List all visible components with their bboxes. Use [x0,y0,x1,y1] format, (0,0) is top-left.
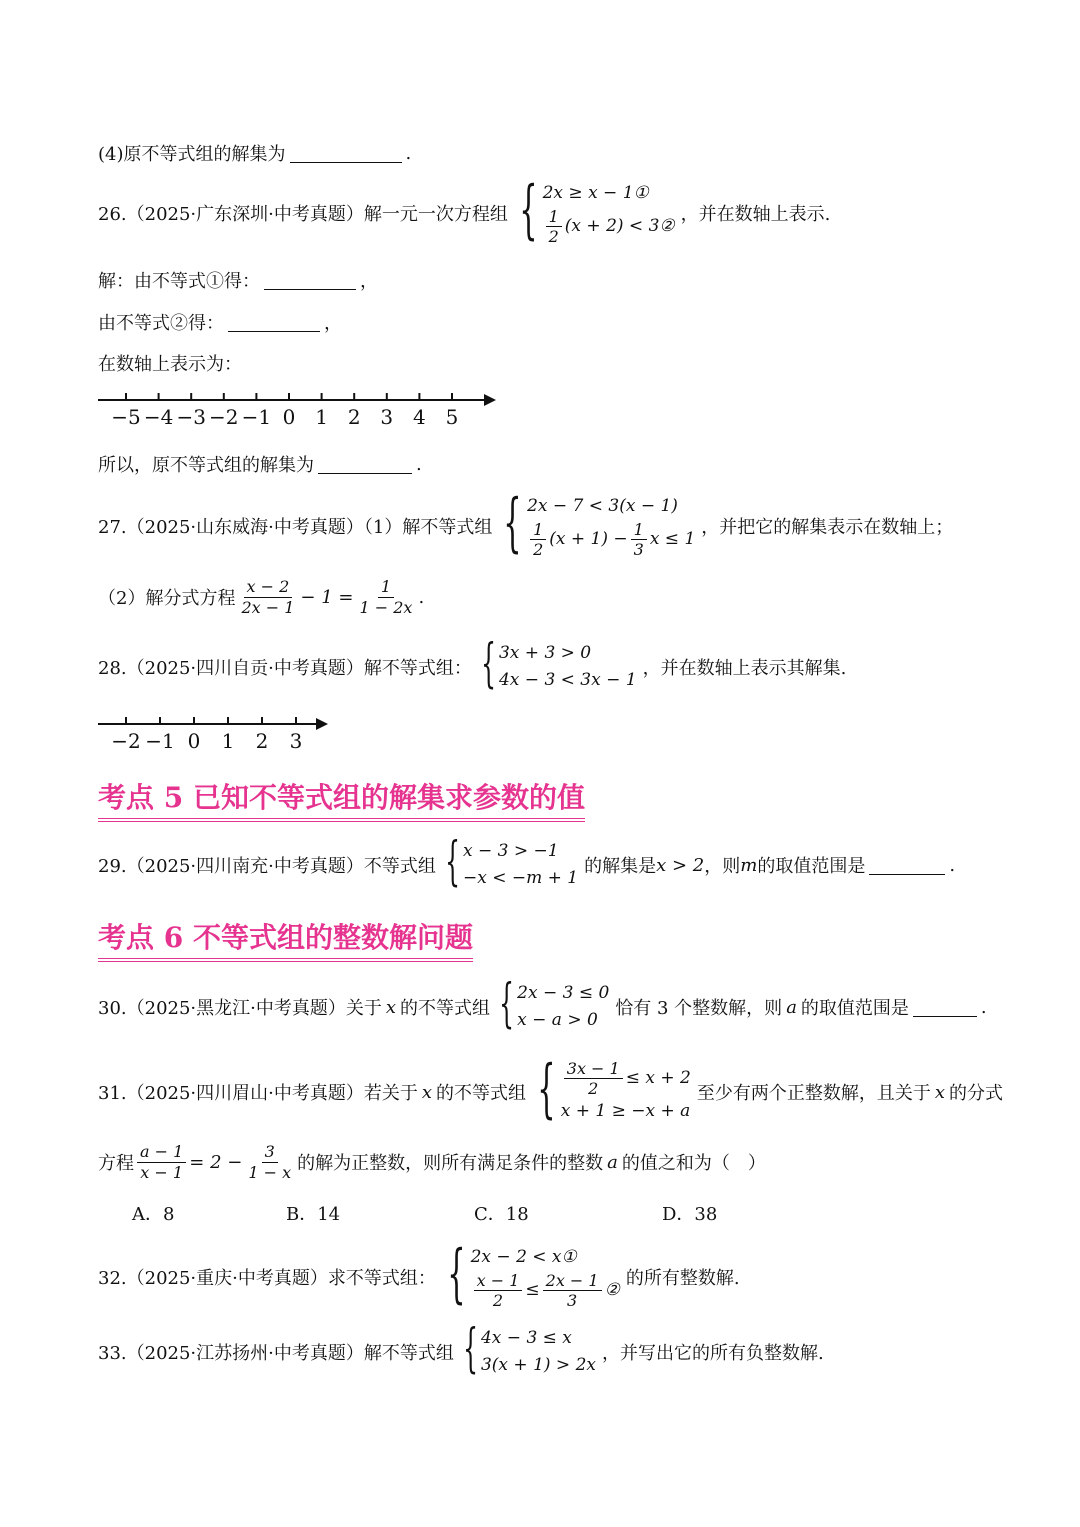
q31-var-x: x [421,1081,433,1103]
q31-line2 [98,1138,766,1186]
q27-third-num: 1 [631,520,647,540]
q31-mid2: = 2 − [189,1151,243,1173]
q33-system [460,1318,596,1381]
q26-eq2-num: 1 [546,207,562,227]
q26-step2-blank[interactable] [228,313,320,332]
q31-line2-var-a: a [607,1151,618,1173]
q26-tick-group [111,393,458,429]
q28-system [478,633,637,696]
q33-brace: { [462,1318,478,1379]
q29-statement [98,831,956,892]
q30-answer-blank[interactable] [913,998,977,1017]
q25-part4 [98,140,411,166]
q26-step3 [98,350,242,376]
q31-line2-prefix: 方程 [98,1153,134,1174]
q27-part2-mid: − 1 = [300,586,354,608]
q26-tick-label-6: 1 [315,405,328,429]
q27-half-den: 2 [533,540,544,560]
q26-suffix: ，并在数轴上表示. [680,204,831,225]
q26-eq2-den: 2 [548,227,559,247]
q26-step1-text: 解：由不等式①得： [98,271,260,292]
q26-step1 [98,267,378,293]
q29-eq1: x − 3 > −1 [462,840,559,861]
q31-eq1-num: 3x − 1 [564,1059,623,1079]
q27-part2 [98,574,424,620]
q31-choice-d[interactable]: D．38 [662,1204,718,1225]
q31-choice-c[interactable]: C．18 [474,1204,529,1225]
q28-tick-group [111,717,302,753]
q31-choice-a[interactable]: A．8 [132,1204,175,1225]
q32-eq2-den2: 3 [567,1291,578,1311]
q29-suffix-b: ，则 [704,856,741,877]
q26-step1-blank[interactable] [264,271,356,290]
q26-step3-text: 在数轴上表示为： [98,354,242,375]
q27-third-den: 3 [633,540,644,560]
q30-eq1: 2x − 3 ≤ 0 [517,982,610,1003]
q33-suffix: ，并写出它的所有负整数解. [601,1343,824,1364]
q26-step4-text: 所以，原不等式组的解集为 [98,455,314,476]
q28-prefix: 28.（2025·四川自贡·中考真题）解不等式组： [98,658,472,679]
q27-part2-end: . [418,586,425,608]
q30-suffix-a: 恰有 3 个整数解，则 [615,998,783,1019]
q32-prefix: 32.（2025·重庆·中考真题）求不等式组： [98,1268,436,1289]
q31-line2-suffix-b: 的值之和为（ ） [621,1153,766,1174]
q27-prefix: 27.（2025·山东威海·中考真题）（1）解不等式组 [98,517,493,538]
q29-suffix-a: 的解集是 [584,856,657,877]
q26-step4-blank[interactable] [318,455,412,474]
q27-eq1: 2x − 7 < 3(x − 1) [527,495,678,516]
q31-eq1-den: 2 [588,1078,599,1098]
q26-tick-label-4: −1 [241,405,272,429]
q30-mid: 的不等式组 [400,998,491,1019]
q31-prefix: 31.（2025·四川眉山·中考真题）若关于 [98,1083,418,1104]
q25-answer-blank[interactable] [290,144,402,163]
q30-statement [98,973,987,1034]
q26-tick-label-9: 4 [413,405,426,429]
q27-part2-frac1-num: x − 2 [244,577,293,597]
q26-brace: { [519,172,538,247]
q31-choice-b[interactable]: B．14 [286,1204,341,1225]
q28-tick-label-2: 0 [187,729,201,753]
q27-statement [98,485,954,564]
q28-tick-label-0: −2 [111,729,141,753]
q29-suffix-c: 的取值范围是 [757,856,866,877]
q27-suffix: ，并把它的解集表示在数轴上； [701,517,954,538]
q32-eq2-tag: ② [604,1280,620,1301]
q30-prefix: 30.（2025·黑龙江·中考真题）关于 [98,998,382,1019]
q31-system [532,1051,691,1128]
q32-eq1: 2x − 2 < x① [470,1246,577,1267]
q27-half-num: 1 [530,520,546,540]
q26-prefix: 26.（2025·广东深圳·中考真题）解一元一次方程组 [98,204,508,225]
q28-tick-label-3: 1 [221,729,235,753]
q29-brace: { [444,831,460,892]
q26-eq2 [543,207,675,246]
q29-condition: x > 2 [656,854,705,876]
q27-part2-frac1-den: 2x − 1 [241,597,295,617]
q31-eq2: x + 1 ≥ −x + a [560,1101,691,1122]
q27-part2-frac2-num: 1 [378,577,394,597]
q26-eq2-rest: (x + 2) < 3② [564,216,675,237]
q31-frac2-num: 3 [262,1142,278,1162]
q31-var-x2: x [934,1081,945,1103]
q33-eq2: 3(x + 1) > 2x [480,1355,596,1375]
q31-suffix-a: 至少有两个正整数解，且关于 [696,1083,931,1104]
q28-eq2: 4x − 3 < 3x − 1 [498,670,637,690]
q26-step1-end: ， [360,271,378,292]
q27-system [498,485,696,562]
section-heading-6: 考点 6 不等式组的整数解问题 [98,916,473,962]
q26-step4-end: . [416,453,422,475]
q29-prefix: 29.（2025·四川南充·中考真题）不等式组 [98,856,436,877]
q33-prefix: 33.（2025·江苏扬州·中考真题）解不等式组 [98,1343,454,1364]
q30-system [496,973,610,1036]
q28-tick-label-4: 2 [255,729,269,753]
section-heading-5: 考点 5 已知不等式组的解集求参数的值 [98,776,585,822]
q29-var-m: m [740,854,758,876]
q26-tick-label-8: 3 [380,405,394,429]
q30-brace: { [499,973,515,1034]
q27-brace: { [503,485,522,560]
q29-eq2: −x < −m + 1 [462,868,579,888]
q25-tail: . [405,142,412,164]
q26-statement [98,172,831,250]
q32-statement [98,1238,740,1316]
q26-step2-end: ， [324,313,342,334]
q32-system [442,1236,620,1313]
q33-eq1: 4x − 3 ≤ x [480,1327,572,1348]
q32-eq2-num1: x − 1 [474,1271,523,1291]
q27-eq2 [527,520,695,559]
q26-tick-label-10: 5 [445,405,459,429]
q26-number-line [96,388,506,432]
q32-eq2-den1: 2 [492,1291,504,1311]
q30-eq2: x − a > 0 [517,1010,598,1030]
q26-step4 [98,451,422,477]
q30-var-a: a [786,996,797,1018]
q29-system [442,831,579,894]
q31-line2-suffix-a: 的解为正整数，则所有满足条件的整数 [297,1153,604,1174]
q32-eq2-num2: 2x − 1 [543,1271,602,1291]
q30-suffix-b: 的取值范围是 [800,998,909,1019]
q26-tick-label-2: −3 [176,405,206,429]
q28-axis-arrow [316,718,328,730]
q31-brace: { [537,1051,556,1126]
q33-statement [98,1318,824,1380]
q27-part2-frac2-den: 1 − 2x [359,597,413,617]
q28-tick-label-1: −1 [145,729,175,753]
q26-step2 [98,309,342,335]
q28-suffix: ，并在数轴上表示其解集. [642,658,847,679]
q31-eq1 [561,1059,691,1098]
q31-mid: 的不等式组 [436,1083,527,1104]
q32-suffix: 的所有整数解. [625,1268,740,1289]
q28-number-line [96,712,336,756]
q28-eq1: 3x + 3 > 0 [498,642,592,663]
q28-brace: { [480,633,496,694]
q30-var-x: x [385,996,397,1018]
q26-system [514,172,675,249]
q27-part2-prefix: （2）解分式方程 [98,588,236,609]
q26-axis-arrow [484,394,496,406]
q28-tick-label-5: 3 [289,729,303,753]
q32-brace: { [447,1236,466,1311]
q31-suffix-b: 的分式 [949,1083,1003,1104]
q31-frac2-den: 1 − x [248,1162,292,1182]
q31-frac1-den: x − 1 [140,1162,184,1182]
q28-statement [98,633,847,696]
q31-statement [98,1051,1003,1130]
q32-eq2-le: ≤ [525,1280,540,1301]
q29-answer-blank[interactable] [869,856,945,875]
q32-eq2 [471,1271,620,1310]
q26-tick-label-0: −5 [111,405,141,429]
q29-end: . [949,854,956,876]
q26-tick-label-7: 2 [347,405,361,429]
q26-tick-label-1: −4 [143,405,174,429]
q26-eq1: 2x ≥ x − 1① [542,182,649,203]
q27-eq2-b: x ≤ 1 [649,529,696,550]
q30-end: . [980,996,987,1018]
q31-eq1-rest: ≤ x + 2 [625,1067,691,1088]
q25-part4-text: (4)原不等式组的解集为 [98,144,286,165]
q26-tick-label-5: 0 [282,405,296,429]
q26-tick-label-3: −2 [209,405,239,429]
q31-frac1-num: a − 1 [137,1142,186,1162]
q26-step2-text: 由不等式②得： [98,313,224,334]
q27-eq2-a: (x + 1) − [549,529,628,550]
